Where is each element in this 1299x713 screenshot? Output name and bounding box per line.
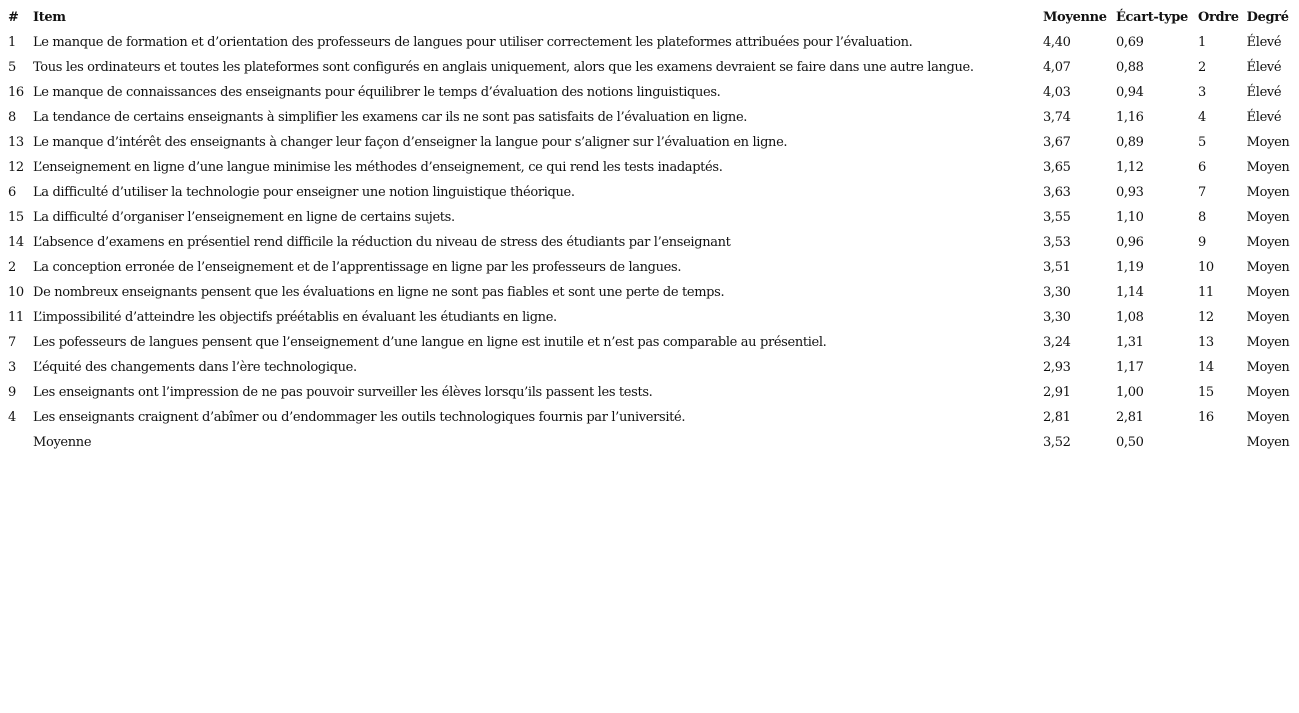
cell-rank: 4 — [1198, 110, 1206, 125]
cell-mean: 3,51 — [1043, 260, 1071, 275]
table-row — [4, 380, 1293, 405]
cell-rank: 5 — [1198, 135, 1206, 150]
cell-degree: Moyen — [1246, 185, 1290, 200]
cell-rank — [1194, 430, 1243, 455]
cell-mean: 3,30 — [1043, 285, 1071, 300]
cell-num: 14 — [8, 235, 24, 250]
cell-num: 11 — [8, 310, 24, 325]
cell-degree: Moyen — [1246, 310, 1290, 325]
cell-item: Le manque d’intérêt des enseignants à changer leur façon d’enseigner la langue pour s’aligner sur l’évaluation en ligne. — [33, 135, 788, 150]
cell-sd: 2,81 — [1116, 410, 1144, 425]
cell-mean: 2,93 — [1043, 360, 1071, 375]
cell-item: Moyenne — [33, 435, 92, 450]
cell-degree: Moyen — [1246, 410, 1290, 425]
table-body — [4, 30, 1293, 455]
cell-mean: 3,67 — [1043, 135, 1071, 150]
cell-rank: 8 — [1198, 210, 1206, 225]
cell-num: 3 — [8, 360, 16, 375]
summary-row — [4, 430, 1293, 455]
cell-rank: 6 — [1198, 160, 1206, 175]
cell-rank: 1 — [1198, 35, 1206, 50]
cell-num: 10 — [8, 285, 24, 300]
cell-sd: 1,16 — [1116, 110, 1144, 125]
table-row — [4, 230, 1293, 255]
cell-sd: 1,00 — [1116, 385, 1144, 400]
cell-num: 1 — [8, 35, 16, 50]
cell-item: La difficulté d’utiliser la technologie pour enseigner une notion linguistique théorique. — [33, 185, 575, 200]
cell-sd: 1,19 — [1116, 260, 1144, 275]
cell-rank: 7 — [1198, 185, 1206, 200]
table-row — [4, 130, 1293, 155]
table-row — [4, 55, 1293, 80]
table-row — [4, 330, 1293, 355]
cell-degree: Moyen — [1246, 285, 1290, 300]
cell-degree: Moyen — [1246, 160, 1290, 175]
cell-degree: Élevé — [1246, 110, 1282, 125]
cell-rank: 16 — [1198, 410, 1214, 425]
cell-degree: Moyen — [1246, 360, 1290, 375]
cell-degree: Moyen — [1246, 210, 1290, 225]
table-row — [4, 80, 1293, 105]
cell-rank: 3 — [1198, 85, 1206, 100]
cell-num: 5 — [8, 60, 16, 75]
cell-mean: 3,53 — [1043, 235, 1071, 250]
cell-sd: 0,88 — [1116, 60, 1144, 75]
cell-mean: 4,40 — [1043, 35, 1071, 50]
cell-rank: 11 — [1198, 285, 1214, 300]
cell-num: 8 — [8, 110, 16, 125]
cell-sd: 0,50 — [1116, 435, 1144, 450]
cell-num: 15 — [8, 210, 24, 225]
cell-item: De nombreux enseignants pensent que les évaluations en ligne ne sont pas fiables et sont une perte de temps. — [33, 285, 725, 300]
table-row — [4, 155, 1293, 180]
cell-degree: Moyen — [1246, 135, 1290, 150]
cell-mean: 3,74 — [1043, 110, 1071, 125]
cell-degree: Élevé — [1246, 35, 1282, 50]
cell-sd: 1,17 — [1116, 360, 1144, 375]
cell-sd: 1,08 — [1116, 310, 1144, 325]
header-num: # — [8, 10, 19, 25]
cell-mean: 3,63 — [1043, 185, 1071, 200]
cell-mean: 3,30 — [1043, 310, 1071, 325]
cell-rank: 14 — [1198, 360, 1214, 375]
cell-mean: 4,03 — [1043, 85, 1071, 100]
cell-degree: Moyen — [1246, 235, 1290, 250]
cell-sd: 0,69 — [1116, 35, 1144, 50]
cell-item: L’absence d’examens en présentiel rend difficile la réduction du niveau de stress des étudiants par l’enseignant — [33, 235, 731, 250]
cell-degree: Moyen — [1246, 335, 1290, 350]
cell-item: L’impossibilité d’atteindre les objectifs préétablis en évaluant les étudiants en ligne. — [33, 310, 557, 325]
cell-item: L’enseignement en ligne d’une langue minimise les méthodes d’enseignement, ce qui rend les tests inadaptés. — [33, 160, 723, 175]
cell-item: La conception erronée de l’enseignement et de l’apprentissage en ligne par les professeurs de langues. — [33, 260, 682, 275]
header-sd: Écart-type — [1116, 10, 1188, 25]
table-row — [4, 255, 1293, 280]
cell-num: 16 — [8, 85, 24, 100]
cell-mean: 4,07 — [1043, 60, 1071, 75]
cell-mean: 3,65 — [1043, 160, 1071, 175]
cell-item: La tendance de certains enseignants à simplifier les examens car ils ne sont pas satisfaits de l’évaluation en ligne. — [33, 110, 748, 125]
cell-item: Les enseignants craignent d’abîmer ou d’endommager les outils technologiques fournis par l’université. — [33, 410, 686, 425]
cell-num: 2 — [8, 260, 16, 275]
cell-item: Tous les ordinateurs et toutes les plateformes sont configurés en anglais uniquement, alors que les examens devraient se faire dans une autre langue. — [33, 60, 974, 75]
header-item: Item — [33, 10, 66, 25]
header-degree: Degré — [1246, 10, 1289, 25]
results-table — [4, 5, 1293, 455]
cell-num: 4 — [8, 410, 16, 425]
cell-rank: 10 — [1198, 260, 1214, 275]
cell-num: 7 — [8, 335, 16, 350]
cell-sd: 0,94 — [1116, 85, 1144, 100]
table-row — [4, 305, 1293, 330]
cell-degree: Élevé — [1246, 85, 1282, 100]
cell-item: Le manque de connaissances des enseignants pour équilibrer le temps d’évaluation des notions linguistiques. — [33, 85, 721, 100]
table-row — [4, 280, 1293, 305]
cell-rank: 15 — [1198, 385, 1214, 400]
cell-rank: 9 — [1198, 235, 1206, 250]
cell-item: Les pofesseurs de langues pensent que l’enseignement d’une langue en ligne est inutile et n’est pas comparable au présentiel. — [33, 335, 827, 350]
table-row — [4, 180, 1293, 205]
cell-sd: 0,89 — [1116, 135, 1144, 150]
cell-degree: Moyen — [1246, 435, 1290, 450]
cell-mean: 3,24 — [1043, 335, 1071, 350]
table-row — [4, 205, 1293, 230]
cell-mean: 2,91 — [1043, 385, 1071, 400]
cell-item: La difficulté d’organiser l’enseignement en ligne de certains sujets. — [33, 210, 455, 225]
cell-sd: 1,31 — [1116, 335, 1144, 350]
cell-rank: 13 — [1198, 335, 1214, 350]
cell-num: 13 — [8, 135, 24, 150]
cell-sd: 1,14 — [1116, 285, 1144, 300]
cell-sd: 0,96 — [1116, 235, 1144, 250]
cell-degree: Moyen — [1246, 385, 1290, 400]
table-row — [4, 405, 1293, 430]
cell-degree: Élevé — [1246, 60, 1282, 75]
cell-item: L’équité des changements dans l’ère technologique. — [33, 360, 357, 375]
cell-rank: 2 — [1198, 60, 1206, 75]
header-rank: Ordre — [1198, 10, 1239, 25]
cell-rank: 12 — [1198, 310, 1214, 325]
cell-sd: 1,10 — [1116, 210, 1144, 225]
cell-mean: 2,81 — [1043, 410, 1071, 425]
cell-item: Le manque de formation et d’orientation des professeurs de langues pour utiliser correctement les plateformes attribuées pour l’évaluation. — [33, 35, 913, 50]
table-row — [4, 355, 1293, 380]
cell-num: 12 — [8, 160, 24, 175]
header-mean: Moyenne — [1043, 10, 1107, 25]
cell-num — [4, 430, 29, 455]
cell-item: Les enseignants ont l’impression de ne pas pouvoir surveiller les élèves lorsqu’ils passent les tests. — [33, 385, 653, 400]
header-row — [4, 5, 1293, 30]
cell-degree: Moyen — [1246, 260, 1290, 275]
table-row — [4, 30, 1293, 55]
table-row — [4, 105, 1293, 130]
cell-sd: 0,93 — [1116, 185, 1144, 200]
cell-num: 9 — [8, 385, 16, 400]
cell-mean: 3,52 — [1043, 435, 1071, 450]
cell-mean: 3,55 — [1043, 210, 1071, 225]
cell-num: 6 — [8, 185, 16, 200]
cell-sd: 1,12 — [1116, 160, 1144, 175]
